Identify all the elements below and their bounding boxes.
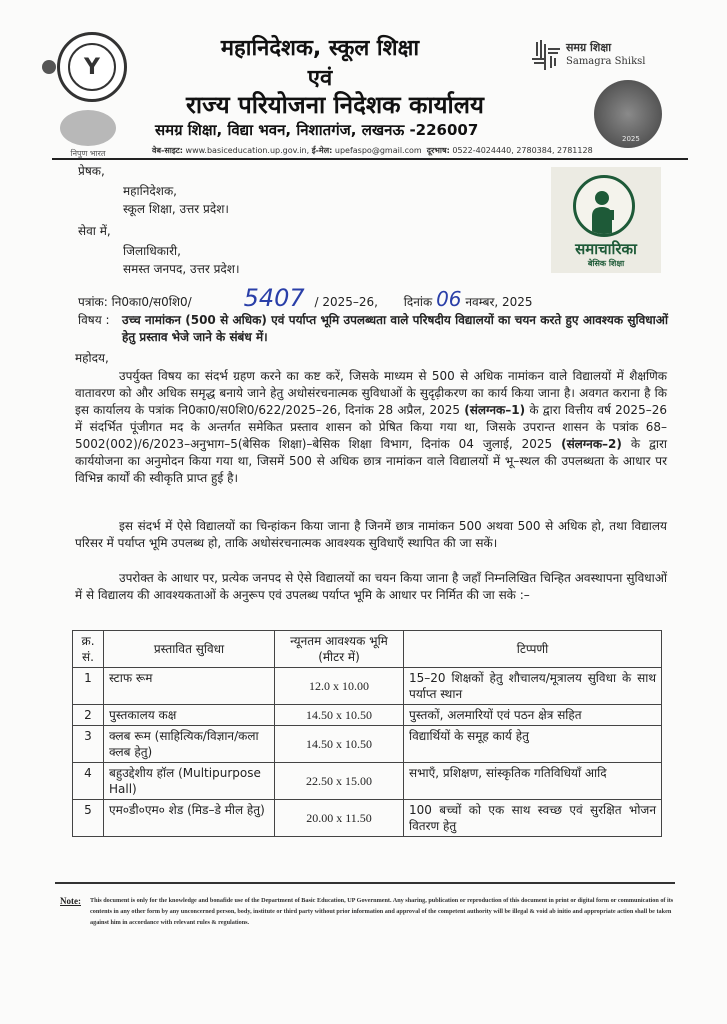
row-land: 14.50 x 10.50 [275, 726, 404, 763]
handwritten-letter-number: 5407 [243, 284, 305, 312]
table-row [73, 726, 662, 763]
row-sno: 3 [73, 726, 104, 763]
reference-label: पत्रांक: नि0का0/स0शि0/ [78, 295, 192, 309]
office-address: समग्र शिक्षा, विद्या भवन, निशातगंज, लखनऊ -226007 [155, 121, 479, 139]
header-land: न्यूनतम आवश्यक भूमि (मीटर में) [275, 631, 404, 668]
badge-subtitle: बेसिक शिक्षा [587, 259, 625, 268]
row-sno: 2 [73, 705, 104, 726]
row-facility: स्टाफ रूम [104, 668, 275, 705]
header-title-line2: एवं [307, 66, 333, 91]
website-label: वेब-साइट: [152, 146, 183, 155]
email-link[interactable]: upefaspo@gmail.com [334, 146, 422, 155]
footer-divider [55, 882, 675, 884]
attachment-2-reference: (संलग्नक–2) [561, 437, 622, 451]
phone-label: दूरभाष: [426, 146, 450, 155]
header-remark: टिप्पणी [404, 631, 662, 668]
facilities-table [72, 630, 662, 837]
header-divider [52, 158, 688, 160]
website-link[interactable]: www.basiceducation.up.gov.in, [185, 146, 310, 155]
table-header-row [73, 631, 662, 668]
row-remark: 15–20 शिक्षकों हेतु शौचालय/मूत्रालय सुविधा के साथ पर्याप्त स्थान [404, 668, 662, 705]
nipun-bharat-label: निपुण भारत [70, 149, 106, 158]
up-government-emblem-icon [57, 32, 127, 102]
paragraph-2: इस संदर्भ में ऐसे विद्यालयों का चिन्हांकन किया जाना है जिनमें छात्र नामांकन 500 अथवा 500 से अधिक हो, तथा विद्यालय परिसर में पर्याप्त भूमि उपलब्ध हो, ताकि अधोसंरचनात्मक आवश्यक सुविधाएँ स्थापित की जा सकें। [75, 519, 667, 550]
samagra-hindi-text: समग्र शिक्षा [566, 41, 612, 54]
row-land: 20.00 x 11.50 [275, 800, 404, 837]
subject-label: विषय : [78, 313, 110, 327]
subject-text: उच्च नामांकन (500 से अधिक) एवं पर्याप्त भूमि उपलब्धता वाले परिषदीय विद्यालयों का चयन करते हुए आवश्यक सुविधाओं हेतु प्रस्ताव भेजे जाने के संबंध में। [122, 313, 668, 344]
row-land: 12.0 x 10.00 [275, 668, 404, 705]
row-sno: 1 [73, 668, 104, 705]
row-facility: एम०डी०एम० शेड (मिड–डे मील हेतु) [104, 800, 275, 837]
email-label: ई-मेल: [311, 146, 333, 155]
date-label: दिनांक [403, 295, 433, 309]
table-row [73, 800, 662, 837]
recipient-line1: जिलाधिकारी, [123, 244, 181, 258]
row-sno: 4 [73, 763, 104, 800]
nipun-bharat-logo-icon [60, 110, 116, 146]
table-row [73, 763, 662, 800]
handwritten-date-day: 06 [436, 287, 462, 311]
paragraph-1-part-a: उपर्युक्त विषय का संदर्भ ग्रहण करने का कष्ट करें, जिसके माध्यम से 500 से अधिक नामांकन वाले विद्यालयों में शैक्षणिक वातावरण को और अधिक समृद्ध बनाये जाने हेतु अधोसंरचनात्मक सुविधाओं के सुदृढ़ीकरण का कार्य किया जाना है। अवगत कराना है कि इस कार्यालय के पत्रांक नि0का0/स0शि0/622/2025–26, दिनांक 28 अप्रैल, 2025 [75, 369, 667, 417]
header-title-line3: राज्य परियोजना निदेशक कार्यालय [186, 91, 484, 119]
row-remark: पुस्तकों, अलमारियों एवं पठन क्षेत्र सहित [404, 705, 662, 726]
sender-line2: स्कूल शिक्षा, उत्तर प्रदेश। [123, 202, 229, 216]
row-remark: 100 बच्चों को एक साथ स्वच्छ एवं सुरक्षित भोजन वितरण हेतु [404, 800, 662, 837]
reference-year: / 2025–26, [314, 295, 378, 309]
note-label: Note: [60, 896, 81, 906]
sender-line1: महानिदेशक, [123, 184, 177, 198]
samagra-shiksha-logo-icon [530, 38, 562, 72]
speaker-with-microphone-icon [590, 188, 616, 237]
sender-label: प्रेषक, [78, 164, 105, 178]
coin-year: 2025 [622, 135, 640, 143]
table-row [73, 705, 662, 726]
paragraph-1-part-b: के द्वारा वित्तीय वर्ष 2025–26 में संदर्भित पूंजीगत मद के अन्तर्गत समेकित प्रस्ताव शासन को प्रेषित किया गया था, जिसके उपरान्त शासन के पत्रांक 68–5002(002)/6/2023–अनुभाग–5(बेसिक शिक्षा)–बेसिक शिक्षा विभाग, दिनांक 04 जुलाई, 2025 [75, 403, 667, 451]
paragraph-3: उपरोक्त के आधार पर, प्रत्येक जनपद से ऐसे विद्यालयों का चयन किया जाना है जहाँ निम्नलिखित चिन्हित अवस्थापना सुविधाओं में से विद्यालय की आवश्यकताओं के अनुरूप एवं उपलब्ध पर्याप्त भूमि के आधार पर निर्मित की जा सके :– [75, 571, 667, 602]
table-row [73, 668, 662, 705]
header-facility: प्रस्तावित सुविधा [104, 631, 275, 668]
row-facility: बहुउद्देशीय हॉल (Multipurpose Hall) [104, 763, 275, 800]
speaker-emblem-icon [573, 175, 635, 237]
note-text: This document is only for the knowledge and bonafide use of the Department of Basic Education, UP Government. Any sharing, publication or reproduction of this document in print or digital form or communication of its contents in any other form by any unconcerned person, body, institute or third party without prior information and approval of the competent authority will be illegal & void ab initio and appropriate action shall be taken against him in accordance with relevant rules & regulations. [90, 897, 674, 926]
recipient-line2: समस्त जनपद, उत्तर प्रदेश। [123, 262, 240, 276]
samagra-english-text: Samagra Shiksl [566, 56, 646, 67]
row-sno: 5 [73, 800, 104, 837]
header-sno: क्र. सं. [73, 631, 104, 668]
row-remark: विद्यार्थियों के समूह कार्य हेतु [404, 726, 662, 763]
paragraph-1-part-c: के द्वारा कार्ययोजना का अनुमोदन किया गया था, जिसमें 500 से अधिक छात्र नामांकन वाले विद्यालयों में भू–स्थल की उपलब्धता के आधार पर विभिन्न कार्यों की स्वीकृति प्राप्त हुई है। [75, 437, 667, 485]
salutation: महोदय, [75, 351, 109, 365]
contact-line [152, 145, 593, 156]
badge-title: समाचारिका [575, 240, 637, 258]
samacharika-badge [551, 167, 661, 273]
row-land: 22.50 x 15.00 [275, 763, 404, 800]
paragraph-1 [75, 368, 667, 487]
header-title-line1: महानिदेशक, स्कूल शिक्षा [220, 36, 420, 61]
phone-numbers: 0522-4024440, 2780384, 2781128 [452, 146, 593, 155]
punch-hole [42, 60, 56, 74]
row-facility: पुस्तकालय कक्ष [104, 705, 275, 726]
row-facility: क्लब रूम (साहित्यिक/विज्ञान/कला क्लब हेतु) [104, 726, 275, 763]
attachment-1-reference: (संलग्नक–1) [464, 403, 526, 417]
row-land: 14.50 x 10.50 [275, 705, 404, 726]
recipient-label: सेवा में, [78, 224, 111, 238]
reference-line [78, 284, 533, 312]
date-month-year: नवम्बर, 2025 [465, 295, 533, 309]
row-remark: सभाएँ, प्रशिक्षण, सांस्कृतिक गतिविधियाँ आदि [404, 763, 662, 800]
emblem-center-icon: Y [68, 43, 116, 91]
